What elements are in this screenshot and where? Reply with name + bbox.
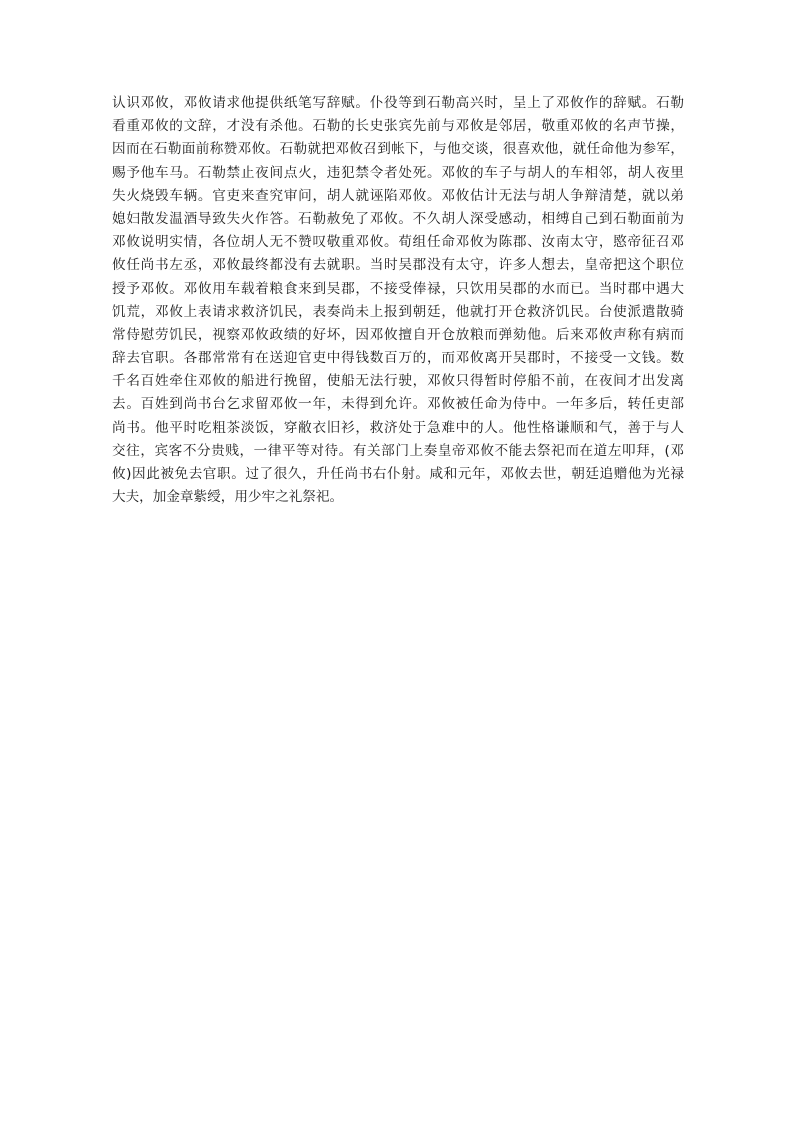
text-line: 赐予他车马。石勒禁止夜间点火，违犯禁令者处死。邓攸的车子与胡人的车相邻，胡人夜里 [112, 164, 684, 181]
text-line: 千名百姓牵住邓攸的船进行挽留，使船无法行驶，邓攸只得暂时停船不前，在夜间才出发离 [112, 373, 684, 390]
text-line: 看重邓攸的文辞，才没有杀他。石勒的长史张宾先前与邓攸是邻居，敬重邓攸的名声节操， [112, 118, 684, 135]
text-line: 常侍慰劳饥民，视察邓攸政绩的好坏，因邓攸擅自开仓放粮而弹劾他。后来邓攸声称有病而 [112, 326, 684, 343]
text-line-last: 大夫，加金章紫绶，用少牢之礼祭祀。 [112, 489, 344, 506]
text-line: 认识邓攸，邓攸请求他提供纸笔写辞赋。仆役等到石勒高兴时，呈上了邓攸作的辞赋。石勒 [112, 95, 684, 111]
text-line: 授予邓攸。邓攸用车载着粮食来到吴郡，不接受俸禄，只饮用吴郡的水而已。当时郡中遇大 [112, 280, 684, 297]
text-line: 饥荒，邓攸上表请求救济饥民，表奏尚未上报到朝廷，他就打开仓救济饥民。台使派遣散骑 [112, 303, 684, 320]
text-line: 交往，宾客不分贵贱，一律平等对待。有关部门上奏皇帝邓攸不能去祭祀而在道左叩拜，(邓 [112, 442, 684, 459]
text-line: 攸)因此被免去官职。过了很久，升任尚书右仆射。咸和元年，邓攸去世，朝廷追赠他为光禄 [112, 466, 684, 482]
text-line: 去。百姓到尚书台乞求留邓攸一年，未得到允许。邓攸被任命为侍中。一年多后，转任吏部 [112, 396, 684, 413]
body-text [112, 92, 684, 509]
text-line: 攸任尚书左丞，邓攸最终都没有去就职。当时吴郡没有太守，许多人想去，皇帝把这个职位 [112, 257, 684, 274]
text-line: 邓攸说明实情，各位胡人无不赞叹敬重邓攸。荀组任命邓攸为陈郡、汝南太守，愍帝征召邓 [112, 234, 684, 251]
text-line: 失火烧毁车辆。官吏来查究审问，胡人就诬陷邓攸。邓攸估计无法与胡人争辩清楚，就以弟 [112, 187, 684, 204]
text-line: 辞去官职。各郡常常有在送迎官吏中得钱数百万的，而邓攸离开吴郡时，不接受一文钱。数 [112, 350, 684, 367]
text-line: 媳妇散发温酒导致失火作答。石勒赦免了邓攸。不久胡人深受感动，相缚自己到石勒面前为 [112, 210, 684, 227]
text-line: 因而在石勒面前称赞邓攸。石勒就把邓攸召到帐下，与他交谈，很喜欢他，就任命他为参军， [112, 141, 684, 158]
text-line: 尚书。他平时吃粗茶淡饭，穿敝衣旧衫，救济处于急难中的人。他性格谦顺和气，善于与人 [112, 419, 684, 436]
